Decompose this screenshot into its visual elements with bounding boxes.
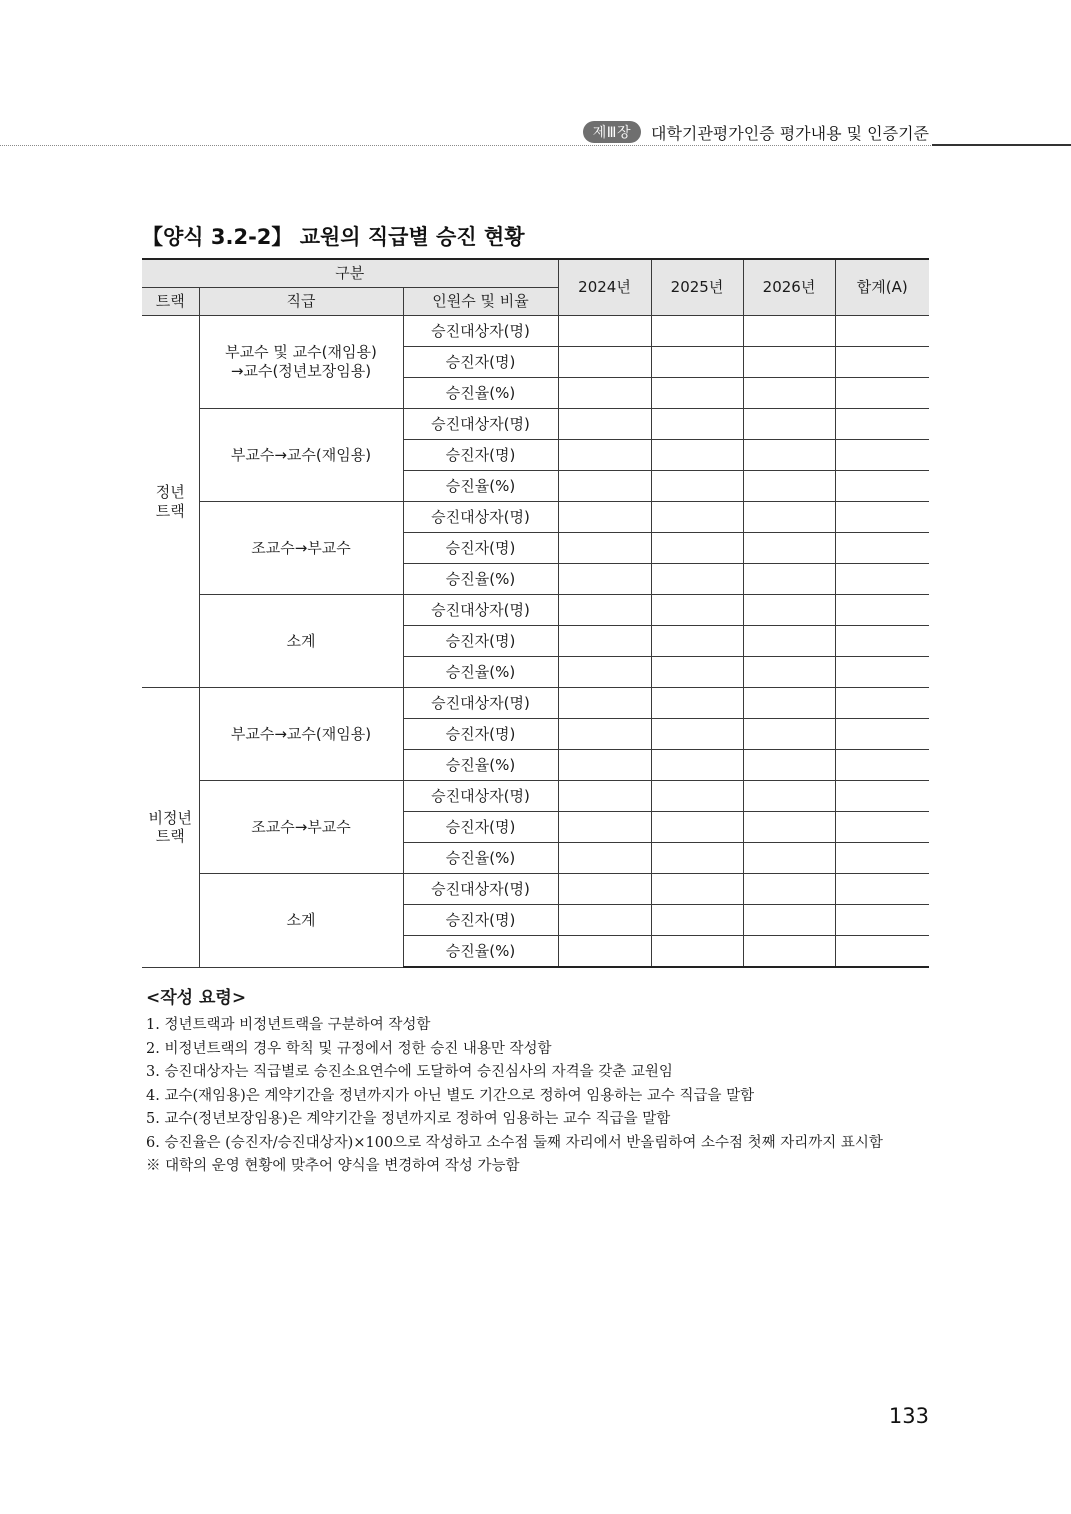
year-value-cell[interactable] xyxy=(651,781,743,812)
year-value-cell[interactable] xyxy=(558,471,651,502)
header-year: 2024년 xyxy=(558,259,651,316)
year-value-cell[interactable] xyxy=(651,347,743,378)
metric-label: 승진자(명) xyxy=(403,719,558,750)
year-value-cell[interactable] xyxy=(651,378,743,409)
track-label: 정년 트랙 xyxy=(142,316,199,688)
year-value-cell[interactable] xyxy=(558,812,651,843)
year-value-cell[interactable] xyxy=(558,626,651,657)
year-value-cell[interactable] xyxy=(558,688,651,719)
year-value-cell[interactable] xyxy=(651,316,743,347)
total-value-cell[interactable] xyxy=(835,905,929,936)
total-value-cell[interactable] xyxy=(835,378,929,409)
total-value-cell[interactable] xyxy=(835,936,929,968)
year-value-cell[interactable] xyxy=(743,936,835,968)
metric-label: 승진율(%) xyxy=(403,471,558,502)
total-value-cell[interactable] xyxy=(835,812,929,843)
year-value-cell[interactable] xyxy=(558,564,651,595)
guide-item: 6. 승진율은 (승진자/승진대상자)×100으로 작성하고 소수점 둘째 자리에서 반올림하여 소수점 첫째 자리까지 표시함 xyxy=(146,1134,883,1151)
running-header xyxy=(583,119,929,145)
total-value-cell[interactable] xyxy=(835,533,929,564)
year-value-cell[interactable] xyxy=(743,812,835,843)
rank-label: 부교수→교수(재임용) xyxy=(199,409,403,502)
year-value-cell[interactable] xyxy=(558,502,651,533)
year-value-cell[interactable] xyxy=(558,843,651,874)
table-row xyxy=(142,874,929,905)
year-value-cell[interactable] xyxy=(743,905,835,936)
year-value-cell[interactable] xyxy=(743,719,835,750)
header-year: 2026년 xyxy=(743,259,835,316)
track-label: 비정년 트랙 xyxy=(142,688,199,968)
metric-label: 승진자(명) xyxy=(403,812,558,843)
year-value-cell[interactable] xyxy=(743,781,835,812)
metric-label: 승진대상자(명) xyxy=(403,409,558,440)
year-value-cell[interactable] xyxy=(743,502,835,533)
metric-label: 승진자(명) xyxy=(403,440,558,471)
total-value-cell[interactable] xyxy=(835,409,929,440)
year-value-cell[interactable] xyxy=(743,533,835,564)
metric-label: 승진율(%) xyxy=(403,843,558,874)
total-value-cell[interactable] xyxy=(835,502,929,533)
year-value-cell[interactable] xyxy=(558,874,651,905)
table-body xyxy=(142,316,929,968)
year-value-cell[interactable] xyxy=(743,595,835,626)
total-value-cell[interactable] xyxy=(835,595,929,626)
rank-label: 부교수 및 교수(재임용) →교수(정년보장임용) xyxy=(199,316,403,409)
header-rule xyxy=(0,145,1071,146)
year-value-cell[interactable] xyxy=(743,657,835,688)
metric-label: 승진율(%) xyxy=(403,657,558,688)
year-value-cell[interactable] xyxy=(743,316,835,347)
table-row xyxy=(142,781,929,812)
total-value-cell[interactable] xyxy=(835,750,929,781)
rank-label: 조교수→부교수 xyxy=(199,502,403,595)
total-value-cell[interactable] xyxy=(835,440,929,471)
metric-label: 승진대상자(명) xyxy=(403,688,558,719)
header-category: 구분 xyxy=(142,259,558,288)
year-value-cell[interactable] xyxy=(651,750,743,781)
metric-label: 승진자(명) xyxy=(403,626,558,657)
year-value-cell[interactable] xyxy=(558,750,651,781)
metric-label: 승진대상자(명) xyxy=(403,316,558,347)
year-value-cell[interactable] xyxy=(558,657,651,688)
header-year: 2025년 xyxy=(651,259,743,316)
year-value-cell[interactable] xyxy=(558,316,651,347)
writing-guide xyxy=(146,983,946,1179)
total-value-cell[interactable] xyxy=(835,564,929,595)
total-value-cell[interactable] xyxy=(835,626,929,657)
table-row xyxy=(142,409,929,440)
year-value-cell[interactable] xyxy=(743,626,835,657)
metric-label: 승진대상자(명) xyxy=(403,781,558,812)
year-value-cell[interactable] xyxy=(743,378,835,409)
year-value-cell[interactable] xyxy=(651,843,743,874)
year-value-cell[interactable] xyxy=(743,564,835,595)
year-value-cell[interactable] xyxy=(743,409,835,440)
guide-item: 5. 교수(정년보장임용)은 계약기간을 정년까지로 정하여 임용하는 교수 직급을 말함 xyxy=(146,1111,671,1127)
guide-item: 3. 승진대상자는 직급별로 승진소요연수에 도달하여 승진심사의 자격을 갖춘 교원임 xyxy=(146,1064,673,1080)
form-title: 【양식 3.2-2】 교원의 직급별 승진 현황 xyxy=(142,225,525,249)
writing-guide-title: <작성 요령> xyxy=(146,988,247,1008)
year-value-cell[interactable] xyxy=(743,347,835,378)
page-number: 133 xyxy=(888,1404,929,1428)
header-total: 합계(A) xyxy=(835,259,929,316)
year-value-cell[interactable] xyxy=(651,812,743,843)
total-value-cell[interactable] xyxy=(835,316,929,347)
year-value-cell[interactable] xyxy=(558,595,651,626)
year-value-cell[interactable] xyxy=(558,378,651,409)
guide-item: 2. 비정년트랙의 경우 학칙 및 규정에서 정한 승진 내용만 작성함 xyxy=(146,1040,552,1057)
metric-label: 승진자(명) xyxy=(403,905,558,936)
year-value-cell[interactable] xyxy=(651,502,743,533)
year-value-cell[interactable] xyxy=(558,347,651,378)
header-row-1 xyxy=(142,259,929,288)
year-value-cell[interactable] xyxy=(743,440,835,471)
total-value-cell[interactable] xyxy=(835,471,929,502)
metric-label: 승진율(%) xyxy=(403,564,558,595)
metric-label: 승진대상자(명) xyxy=(403,874,558,905)
metric-label: 승진자(명) xyxy=(403,533,558,564)
year-value-cell[interactable] xyxy=(651,688,743,719)
total-value-cell[interactable] xyxy=(835,719,929,750)
metric-label: 승진대상자(명) xyxy=(403,502,558,533)
guide-item: 4. 교수(재임용)은 계약기간을 정년까지가 아닌 별도 기간으로 정하여 임용하는 교수 직급을 말함 xyxy=(146,1087,755,1104)
table-row xyxy=(142,595,929,626)
total-value-cell[interactable] xyxy=(835,874,929,905)
total-value-cell[interactable] xyxy=(835,781,929,812)
year-value-cell[interactable] xyxy=(558,533,651,564)
total-value-cell[interactable] xyxy=(835,843,929,874)
year-value-cell[interactable] xyxy=(558,936,651,968)
year-value-cell[interactable] xyxy=(558,440,651,471)
year-value-cell[interactable] xyxy=(651,657,743,688)
year-value-cell[interactable] xyxy=(558,409,651,440)
metric-label: 승진율(%) xyxy=(403,378,558,409)
rank-label: 조교수→부교수 xyxy=(199,781,403,874)
rank-label: 소계 xyxy=(199,874,403,968)
year-value-cell[interactable] xyxy=(558,781,651,812)
year-value-cell[interactable] xyxy=(651,936,743,968)
total-value-cell[interactable] xyxy=(835,347,929,378)
year-value-cell[interactable] xyxy=(651,874,743,905)
header-metric: 인원수 및 비율 xyxy=(403,288,558,316)
table-row xyxy=(142,502,929,533)
chapter-title: 대학기관평가인증 평가내용 및 인증기준 xyxy=(650,123,929,143)
metric-label: 승진자(명) xyxy=(403,347,558,378)
guide-item: 1. 정년트랙과 비정년트랙을 구분하여 작성함 xyxy=(146,1017,431,1033)
year-value-cell[interactable] xyxy=(651,595,743,626)
metric-label: 승진율(%) xyxy=(403,750,558,781)
year-value-cell[interactable] xyxy=(651,440,743,471)
year-value-cell[interactable] xyxy=(651,564,743,595)
year-value-cell[interactable] xyxy=(558,719,651,750)
metric-label: 승진율(%) xyxy=(403,936,558,968)
metric-label: 승진대상자(명) xyxy=(403,595,558,626)
year-value-cell[interactable] xyxy=(651,471,743,502)
guide-item: ※ 대학의 운영 현황에 맞추어 양식을 변경하여 작성 가능함 xyxy=(146,1158,520,1174)
header-track: 트랙 xyxy=(142,288,199,316)
rank-label: 부교수→교수(재임용) xyxy=(199,688,403,781)
chapter-badge: 제Ⅲ장 xyxy=(583,121,641,143)
year-value-cell[interactable] xyxy=(743,874,835,905)
year-value-cell[interactable] xyxy=(651,533,743,564)
total-value-cell[interactable] xyxy=(835,688,929,719)
total-value-cell[interactable] xyxy=(835,657,929,688)
table-row xyxy=(142,316,929,347)
year-value-cell[interactable] xyxy=(743,843,835,874)
year-value-cell[interactable] xyxy=(651,905,743,936)
year-value-cell[interactable] xyxy=(743,688,835,719)
promotion-table xyxy=(142,258,929,968)
year-value-cell[interactable] xyxy=(558,905,651,936)
header-rule-accent xyxy=(932,144,1071,146)
table-row xyxy=(142,688,929,719)
year-value-cell[interactable] xyxy=(743,750,835,781)
year-value-cell[interactable] xyxy=(651,409,743,440)
rank-label: 소계 xyxy=(199,595,403,688)
header-rank: 직급 xyxy=(199,288,403,316)
year-value-cell[interactable] xyxy=(743,471,835,502)
year-value-cell[interactable] xyxy=(651,719,743,750)
year-value-cell[interactable] xyxy=(651,626,743,657)
